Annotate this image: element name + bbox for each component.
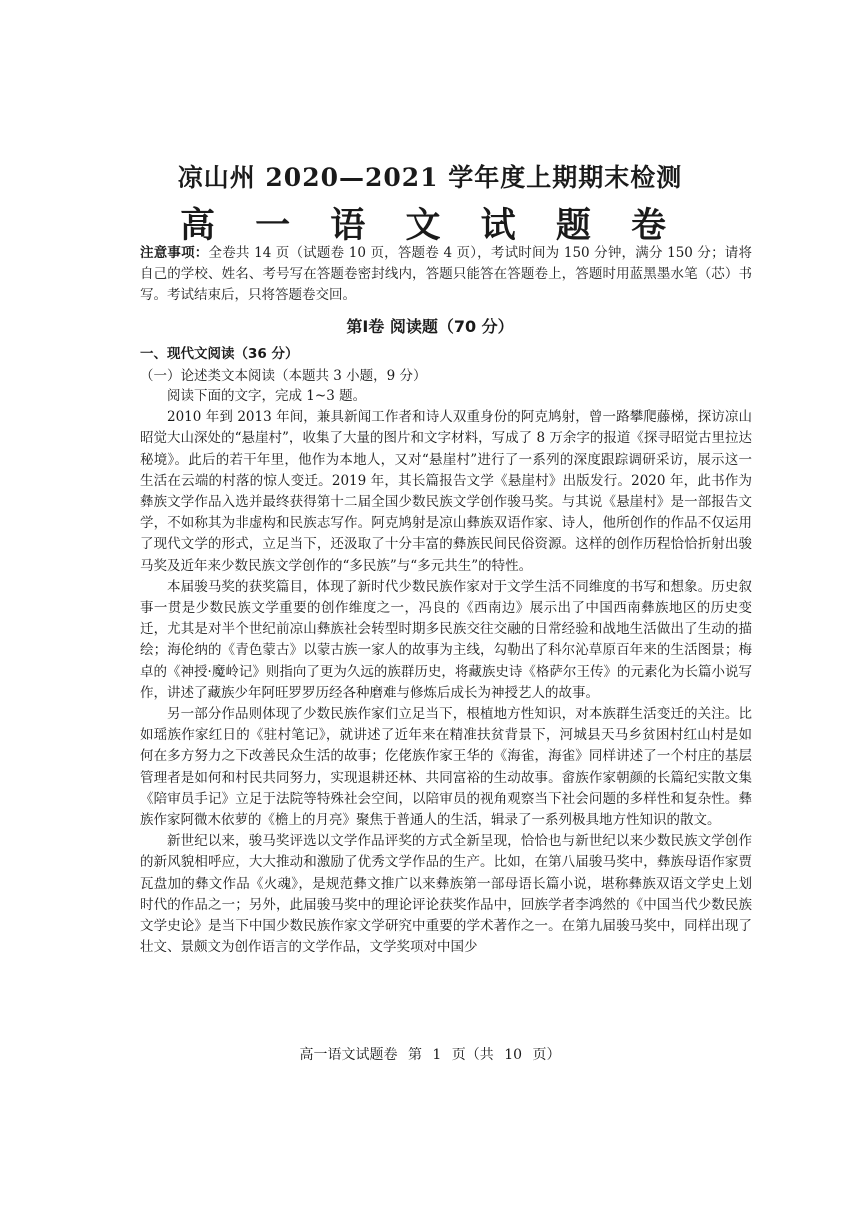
notes-text: 全卷共 14 页（试题卷 10 页，答题卷 4 页），考试时间为 150 分钟，满分 150 分；请将自己的学校、姓名、考号写在答题卷密封线内，答题只能答在答题卷上，答题时用蓝黑墨水笔（芯）书写。考试结束后，只将答题卷交回。 <box>140 245 752 303</box>
exam-notes <box>140 243 752 306</box>
paper-title: 高 一 语 文 试 题 卷 <box>179 205 681 246</box>
reading-passage <box>140 386 752 958</box>
page-footer: 高一语文试题卷 第 1 页（共 10 页） <box>299 1047 561 1063</box>
passage-paragraph: 新世纪以来，骏马奖评选以文学作品评奖的方式全新呈现，恰恰也与新世纪以来少数民族文学创作的新风貌相呼应，大大推动和激励了优秀文学作品的生产。比如，在第八届骏马奖中，彝族母语作家贾瓦盘加的彝文作品《火魂》，是规范彝文推广以来彝族第一部母语长篇小说，堪称彝族双语文学史上划时代的作品之一；另外，此届骏马奖中的理论评论获奖作品中，回族学者李鸿然的《中国当代少数民族文学史论》是当下中国少数民族作家文学研究中重要的学术著作之一。在第九届骏马奖中，同样出现了壮文、景颇文为创作语言的文学作品，文学奖项对中国少 <box>140 833 752 956</box>
passage-paragraph: 2010 年到 2013 年间，兼具新闻工作者和诗人双重身份的阿克鸠射，曾一路攀爬藤梯，探访凉山昭觉大山深处的“悬崖村”，收集了大量的图片和文字材料，写成了 8 万余字的报道《探寻昭觉古里拉达秘境》。此后的若干年里，他作为本地人，又对“悬崖村”进行了一系列的深度跟踪调研采访，展示这一生活在云端的村落的惊人变迁。2019 年，其长篇报告文学《悬崖村》出版发行。2020 年，此书作为彝族文学作品入选并最终获得第十二届全国少数民族文学创作骏马奖。与其说《悬崖村》是一部报告文学，不如称其为非虚构和民族志写作。阿克鸠射是凉山彝族双语作家、诗人，他所创作的作品不仅运用了现代文学的形式，立足当下，还汲取了十分丰富的彝族民间民俗资源。这样的创作历程恰恰折射出骏马奖及近年来少数民族文学创作的“多民族”与“多元共生”的特性。 <box>140 409 752 574</box>
passage-paragraph: 另一部分作品则体现了少数民族作家们立足当下，根植地方性知识，对本族群生活变迁的关注。比如瑶族作家红日的《驻村笔记》，就讲述了近年来在精准扶贫背景下，河城县天马乡贫困村红山村是如何在多方努力之下改善民众生活的故事；仡佬族作家王华的《海雀，海雀》同样讲述了一个村庄的基层管理者是如何和村民共同努力，实现退耕还林、共同富裕的生动故事。畲族作家朝颜的长篇纪实散文集《陪审员手记》立足于法院等特殊社会空间，以陪审员的视角观察当下社会问题的多样性和复杂性。彝族作家阿微木依萝的《檐上的月亮》聚焦于普通人的生活，辑录了一系列极具地方性知识的散文。 <box>140 706 752 829</box>
section-heading: 一、现代文阅读（36 分） <box>140 346 299 362</box>
exam-title: 凉山州 2020—2021 学年度上期期末检测 <box>177 163 683 192</box>
subsection-heading: （一）论述类文本阅读（本题共 3 小题，9 分） <box>140 368 427 384</box>
instruction-paragraph: 阅读下面的文字，完成 1~3 题。 <box>167 388 367 404</box>
passage-paragraph: 本届骏马奖的获奖篇目，体现了新时代少数民族作家对于文学生活不同维度的书写和想象。历史叙事一贯是少数民族文学重要的创作维度之一，冯良的《西南边》展示出了中国西南彝族地区的历史变迁，尤其是对半个世纪前凉山彝族社会转型时期多民族交往交融的日常经验和战地生活做出了生动的描绘；海伦纳的《青色蒙古》以蒙古族一家人的故事为主线，勾勒出了科尔沁草原百年来的生活图景；梅卓的《神授·魔岭记》则指向了更为久远的族群历史，将藏族史诗《格萨尔王传》的元素化为长篇小说写作，讲述了藏族少年阿旺罗罗历经各种磨难与修炼后成长为神授艺人的故事。 <box>140 578 752 701</box>
notes-label: 注意事项： <box>140 245 209 261</box>
part-title: 第Ⅰ卷 阅读题（70 分） <box>346 317 514 336</box>
